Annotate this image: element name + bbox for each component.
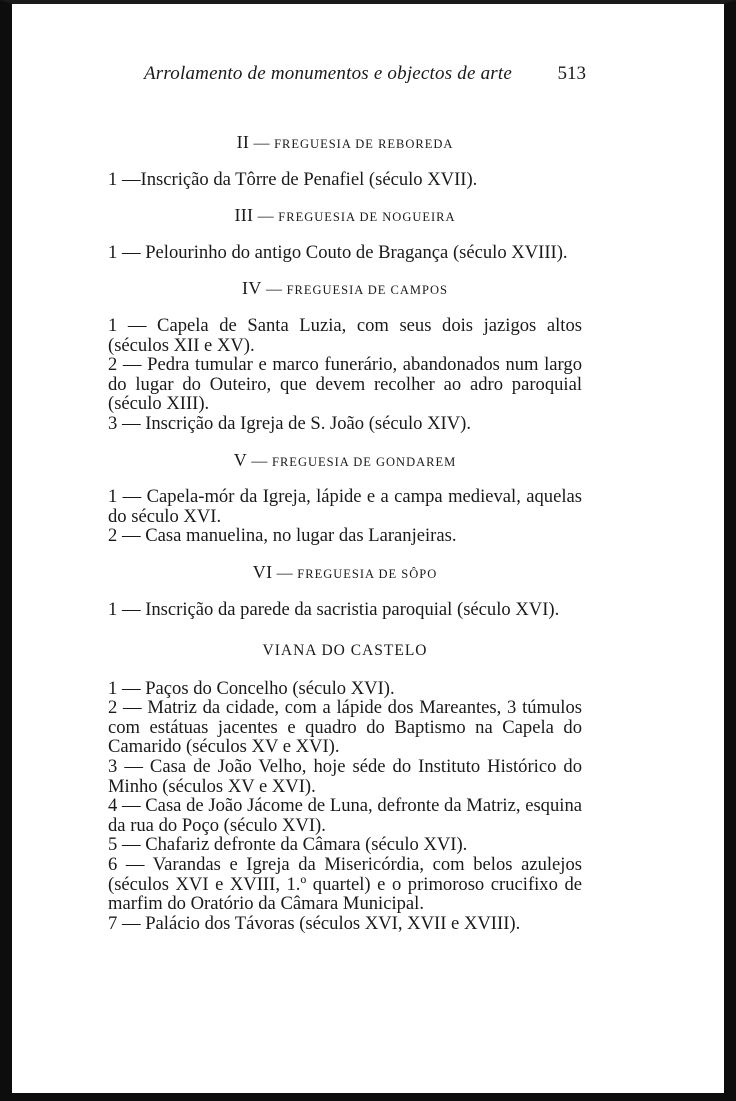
running-head: [144, 60, 586, 86]
section-name: FREGUESIA DE GONDAREM: [272, 454, 457, 469]
section-dash: —: [253, 135, 270, 152]
entry: 1 — Inscrição da parede da sacristia paroquial (século XVI).: [108, 598, 560, 620]
city-heading: VIANA DO CASTELO: [262, 642, 428, 660]
entry: 1 — Pelourinho do antigo Couto de Bragança (século XVIII).: [108, 241, 568, 263]
section-name: FREGUESIA DE NOGUEIRA: [278, 210, 456, 225]
entry: 2 — Casa manuelina, no lugar das Laranjeiras.: [108, 525, 457, 547]
section-roman: III: [234, 205, 254, 226]
section-heading: [108, 451, 582, 473]
city-entry: 7 — Palácio dos Távoras (séculos XVI, XVII e XVIII).: [108, 912, 521, 934]
page-number: 513: [557, 63, 586, 84]
city-entry: 2 — Matriz da cidade, com a lápide dos Mareantes, 3 túmulos com estátuas jacentes e quadro do Baptismo na Capela do Camarido (séculos XV e XVI).: [108, 697, 582, 758]
section-name: FREGUESIA DE CAMPOS: [286, 283, 448, 298]
section-heading: [108, 563, 582, 585]
entry: 1 — Capela-mór da Igreja, lápide e a campa medieval, aquelas do século XVI.: [108, 486, 582, 527]
section-roman: V: [233, 449, 248, 470]
section-dash: —: [251, 452, 268, 470]
section-dash: —: [276, 564, 293, 582]
section-roman: VI: [252, 561, 273, 582]
section-heading: [108, 206, 582, 228]
entry: 1 —Inscrição da Tôrre de Penafiel (século XVII).: [108, 168, 478, 190]
city-entry: 5 — Chafariz defronte da Câmara (século XVI).: [108, 834, 468, 856]
entry: 3 — Inscrição da Igreja de S. João (século XIV).: [108, 412, 471, 434]
section-name: FREGUESIA DE SÔPO: [297, 566, 438, 581]
city-entry: 6 — Varandas e Igreja da Misericórdia, com belos azulejos (séculos XVI e XVIII, 1.º quartel) e o primoroso crucifixo de marfim do Oratório da Câmara Municipal.: [108, 854, 582, 915]
section-dash: —: [265, 281, 283, 299]
section-heading: [108, 279, 582, 301]
entry: 1 — Capela de Santa Luzia, com seus dois jazigos altos (séculos XII e XV).: [108, 314, 582, 356]
city-entry: 3 — Casa de João Velho, hoje séde do Instituto Histórico do Minho (séculos XV e XVI).: [108, 756, 582, 797]
document-page: [108, 60, 586, 934]
city-entry: 4 — Casa de João Jácome de Luna, defronte da Matriz, esquina da rua do Poço (século XVI).: [108, 795, 582, 836]
section-heading: [108, 133, 582, 155]
section-dash: —: [257, 208, 274, 226]
section-roman: IV: [242, 278, 262, 299]
section-roman: II: [236, 132, 250, 152]
city-entry: 1 — Paços do Concelho (século XVI).: [108, 677, 395, 699]
running-title: Arrolamento de monumentos e objectos de arte: [144, 63, 512, 84]
section-name: FREGUESIA DE REBOREDA: [274, 137, 454, 151]
entry: 2 — Pedra tumular e marco funerário, abandonados num largo do lugar do Outeiro, que devem recolher ao adro paroquial (século XIII).: [108, 354, 582, 415]
